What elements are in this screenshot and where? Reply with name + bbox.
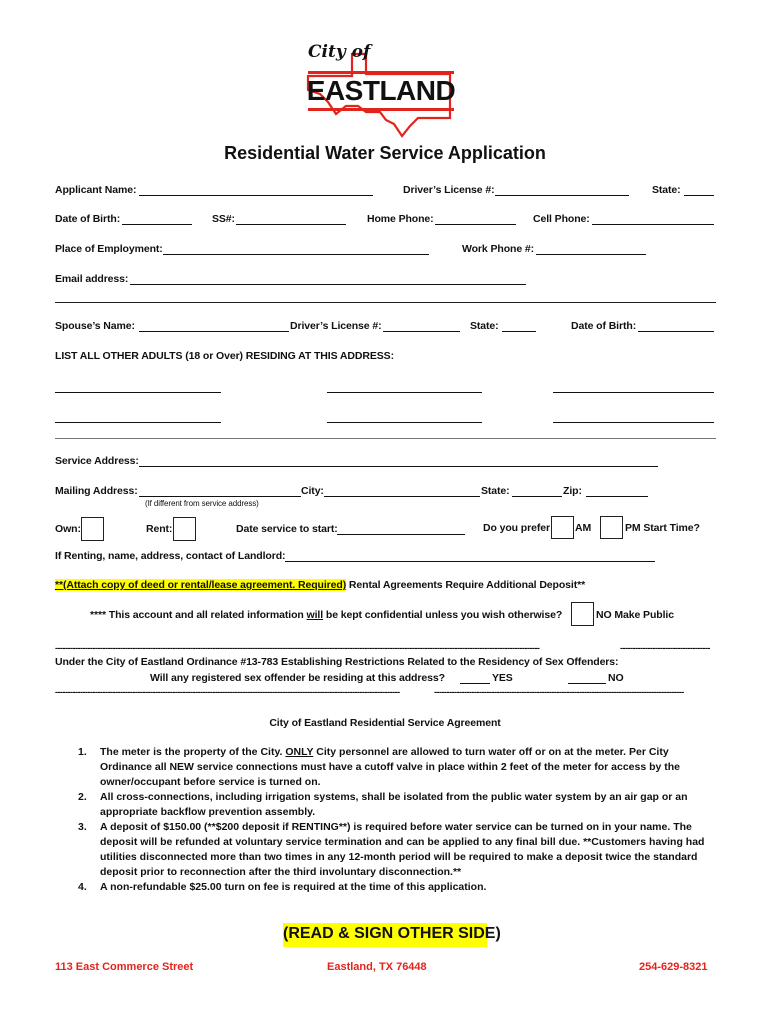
spouse-state-label: State: [470,320,499,332]
agreement-list [64,745,714,895]
am-checkbox[interactable] [551,516,574,539]
cell-phone-field[interactable] [592,224,714,225]
email-field[interactable] [130,284,526,285]
spouse-name-label: Spouse’s Name: [55,320,135,332]
mail-state-label: State: [481,485,510,497]
item-text: A deposit of $150.00 (**$200 deposit if RENTING**) is required before water service can be turned on in your name. The deposit will be refunded at voluntary service termination and can be applied to any final bill due. **Customers having had utilities disconnected more than two times in any 12-month period will be required to make a deposit twice the standard deposit prior to reconnection after the third involuntary disconnection.** [100,821,705,878]
email-label: Email address: [55,273,129,285]
city-field[interactable] [324,496,480,497]
ssn-field[interactable] [236,224,346,225]
state-field[interactable] [684,195,714,196]
applicant-name-field[interactable] [139,195,373,196]
landlord-field[interactable] [285,561,655,562]
state-label: State: [652,184,681,196]
dashed-divider: ---------------------------------------------------------------------------------------------------- [434,687,684,697]
no-make-public-label: NO Make Public [596,609,674,621]
item-text: A non-refundable $25.00 turn on fee is required at the time of this application. [100,881,487,893]
item-number: 2. [78,791,87,803]
work-phone-field[interactable] [536,254,646,255]
confidential-text-a: **** This account and all related information [90,609,307,621]
read-sign-banner: (READ & SIGN OTHER SIDE) [283,925,501,942]
confidential-will: will [306,609,324,621]
adult-field-2[interactable] [327,392,482,393]
item-number: 3. [78,821,87,833]
own-checkbox[interactable] [81,517,104,541]
dob-field[interactable] [122,224,192,225]
offender-yes-label: YES [492,672,513,684]
footer-city: Eastland, TX 76448 [327,961,427,973]
mail-state-field[interactable] [512,496,562,497]
own-label: Own: [55,523,81,535]
make-public-checkbox[interactable] [571,602,594,626]
item-text: The meter is the property of the City. [100,746,286,758]
mailing-address-note: (If different from service address) [145,499,259,508]
rent-label: Rent: [146,523,173,535]
item-text: City personnel are allowed to turn water off or on at the meter. Per City Ordinance all NEW service connections must have a cutoff valve in place within 2 feet of the meter for access by the owner/occupant before service is turned on. [100,746,681,788]
adult-field-3[interactable] [553,392,714,393]
item-number: 1. [78,746,87,758]
item-text-underlined: ONLY [285,746,314,758]
spouse-dob-field[interactable] [638,331,714,332]
spouse-dl-field[interactable] [383,331,460,332]
city-label: City: [301,485,324,497]
city-logo [300,40,470,140]
footer-phone: 254-629-8321 [639,961,708,973]
offender-no-field[interactable] [568,683,606,684]
agreement-item [64,745,714,790]
dashed-divider: ------------------------------------ [620,643,710,653]
work-phone-label: Work Phone #: [462,243,535,255]
spouse-state-field[interactable] [502,331,536,332]
divider [55,302,716,303]
attach-notice-rest: Rental Agreements Require Additional Deposit** [346,579,586,591]
confidential-text-b: be kept confidential unless you wish otherwise? [323,609,563,621]
service-address-field[interactable] [139,466,658,467]
spouse-name-field[interactable] [139,331,289,332]
offender-question: Will any registered sex offender be residing at this address? [150,672,445,684]
attach-notice-highlight: **(Attach copy of deed or rental/lease agreement. Required) [55,579,347,591]
drivers-license-field[interactable] [495,195,629,196]
mailing-address-field[interactable] [139,496,301,497]
rent-checkbox[interactable] [173,517,196,541]
date-start-label: Date service to start: [236,523,338,535]
pm-checkbox[interactable] [600,516,623,539]
date-start-field[interactable] [337,534,465,535]
am-label: AM [575,522,592,534]
ordinance-text: Under the City of Eastland Ordinance #13-783 Establishing Restrictions Related to the Residency of Sex Offenders: [55,656,619,668]
mailing-address-label: Mailing Address: [55,485,138,497]
adults-heading: LIST ALL OTHER ADULTS (18 or Over) RESIDING AT THIS ADDRESS: [55,350,394,362]
dob-label: Date of Birth: [55,213,121,225]
adult-field-6[interactable] [553,422,714,423]
spouse-dob-label: Date of Birth: [571,320,637,332]
item-number: 4. [78,881,87,893]
drivers-license-label: Driver’s License #: [403,184,495,196]
zip-label: Zip: [563,485,582,497]
agreement-item [64,880,714,895]
prefer-label: Do you prefer [483,522,550,534]
logo-eastland: EASTLAND [306,75,456,106]
offender-no-label: NO [608,672,624,684]
dashed-divider: ------------------------------------------------------------------------------------------------------------------------------------------ [55,687,400,697]
home-phone-field[interactable] [435,224,516,225]
service-address-label: Service Address: [55,455,139,467]
dashed-divider: -------------------------------------------------------------------------------------------------------------------------------------------------------------------------------------------------- [55,643,540,653]
agreement-item [64,790,714,820]
agreement-heading: City of Eastland Residential Service Agreement [269,717,501,729]
logo-bar-bottom [308,108,454,111]
attach-notice [55,579,585,591]
home-phone-label: Home Phone: [367,213,434,225]
footer-address: 113 East Commerce Street [55,961,194,973]
cell-phone-label: Cell Phone: [533,213,590,225]
ssn-label: SS#: [212,213,235,225]
landlord-label: If Renting, name, address, contact of Landlord: [55,550,286,562]
logo-bar-top [308,71,454,74]
zip-field[interactable] [586,496,648,497]
adult-field-1[interactable] [55,392,221,393]
spouse-dl-label: Driver’s License #: [290,320,382,332]
confidential-notice [90,609,562,621]
employment-label: Place of Employment: [55,243,163,255]
item-text: All cross-connections, including irrigation systems, shall be isolated from the public water system by an air gap or an appropriate backflow prevention assembly. [100,791,688,818]
applicant-name-label: Applicant Name: [55,184,137,196]
adult-field-5[interactable] [327,422,482,423]
agreement-item [64,820,714,880]
pm-start-label: PM Start Time? [625,522,700,534]
offender-yes-field[interactable] [460,683,490,684]
employment-field[interactable] [163,254,429,255]
divider [55,438,716,439]
form-title: Residential Water Service Application [224,143,546,163]
logo-city-of: City of [308,42,371,62]
adult-field-4[interactable] [55,422,221,423]
